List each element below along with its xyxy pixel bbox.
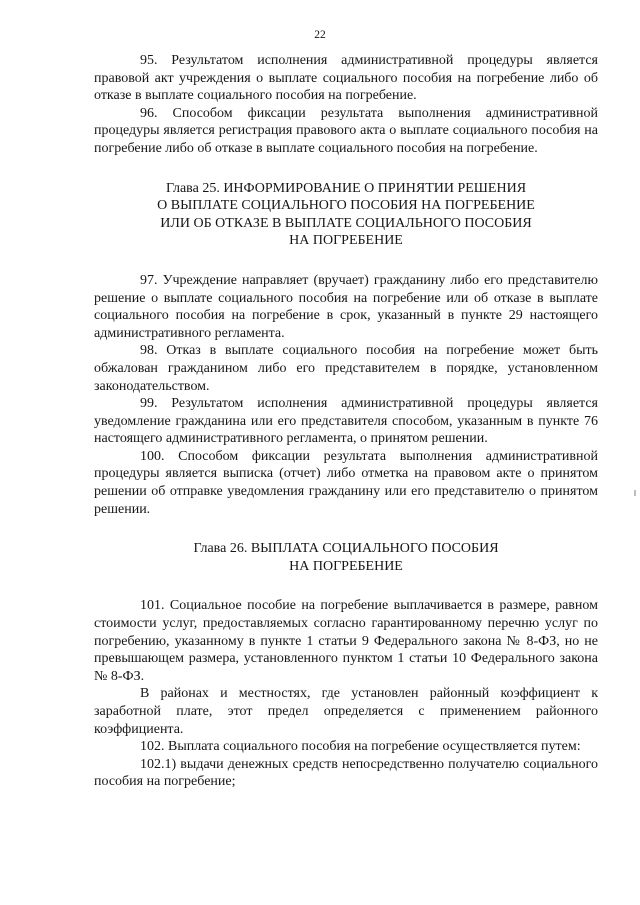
- paragraph-100: 100. Способом фиксации результата выполнения административной процедуры является выписка (отчет) либо отметка на правовом акте о принятом решении об отправке уведомления гражданину или его представителю о принятом решении.: [94, 448, 598, 517]
- chapter-25-heading-line: Глава 25. ИНФОРМИРОВАНИЕ О ПРИНЯТИИ РЕШЕНИЯ: [165, 180, 527, 196]
- chapter-25-heading-line: НА ПОГРЕБЕНИЕ: [289, 233, 403, 249]
- paragraph-98: 98. Отказ в выплате социального пособия на погребение может быть обжалован гражданином либо его представителем в порядке, установленном законодательством.: [94, 343, 598, 394]
- scan-edge-mark: [634, 490, 636, 496]
- paragraph-102-1: 102.1) выдачи денежных средств непосредственно получателю социального пособия на погребение;: [94, 756, 598, 790]
- document-body: [94, 52, 598, 791]
- paragraph-district-coefficient: В районах и местностях, где установлен районный коэффициент к заработной плате, этот предел определяется с применением районного коэффициента.: [94, 686, 598, 737]
- chapter-25-heading-line: ИЛИ ОБ ОТКАЗЕ В ВЫПЛАТЕ СОЦИАЛЬНОГО ПОСОБИЯ: [160, 215, 532, 231]
- chapter-25-heading-line: О ВЫПЛАТЕ СОЦИАЛЬНОГО ПОСОБИЯ НА ПОГРЕБЕНИЕ: [157, 198, 535, 214]
- page-number: 22: [314, 29, 326, 41]
- paragraph-99: 99. Результатом исполнения административной процедуры является уведомление гражданина или его представителя способом, указанным в пункте 76 настоящего административного регламента, о принятом решении.: [94, 396, 598, 447]
- chapter-26-heading: [94, 540, 598, 575]
- paragraph-97: 97. Учреждение направляет (вручает) гражданину либо его представителю решение о выплате социального пособия на погребение или об отказе в выплате социального пособия на погребение в срок, указанный в пункте 29 настоящего административного регламента.: [94, 272, 598, 341]
- chapter-26-heading-line: Глава 26. ВЫПЛАТА СОЦИАЛЬНОГО ПОСОБИЯ: [193, 541, 499, 557]
- chapter-25-heading: [94, 180, 598, 250]
- paragraph-101: 101. Социальное пособие на погребение выплачивается в размере, равном стоимости услуг, предоставляемых согласно гарантированному перечню услуг по погребению, указанному в пункте 1 статьи 9 Федерального закона № 8-ФЗ, но не превышающем размера, установленного пунктом 1 статьи 10 Федерального закона № 8-ФЗ.: [94, 598, 598, 684]
- chapter-26-heading-line: НА ПОГРЕБЕНИЕ: [289, 558, 403, 574]
- paragraph-96: 96. Способом фиксации результата выполнения административной процедуры является регистрация правового акта о выплате социального пособия на погребение либо об отказе в выплате социального пособия на погребение.: [94, 105, 598, 156]
- paragraph-102: 102. Выплата социального пособия на погребение осуществляется путем:: [140, 739, 581, 755]
- paragraph-95: 95. Результатом исполнения административной процедуры является правовой акт учреждения о выплате социального пособия на погребение либо об отказе в выплате социального пособия на погребение.: [94, 53, 598, 104]
